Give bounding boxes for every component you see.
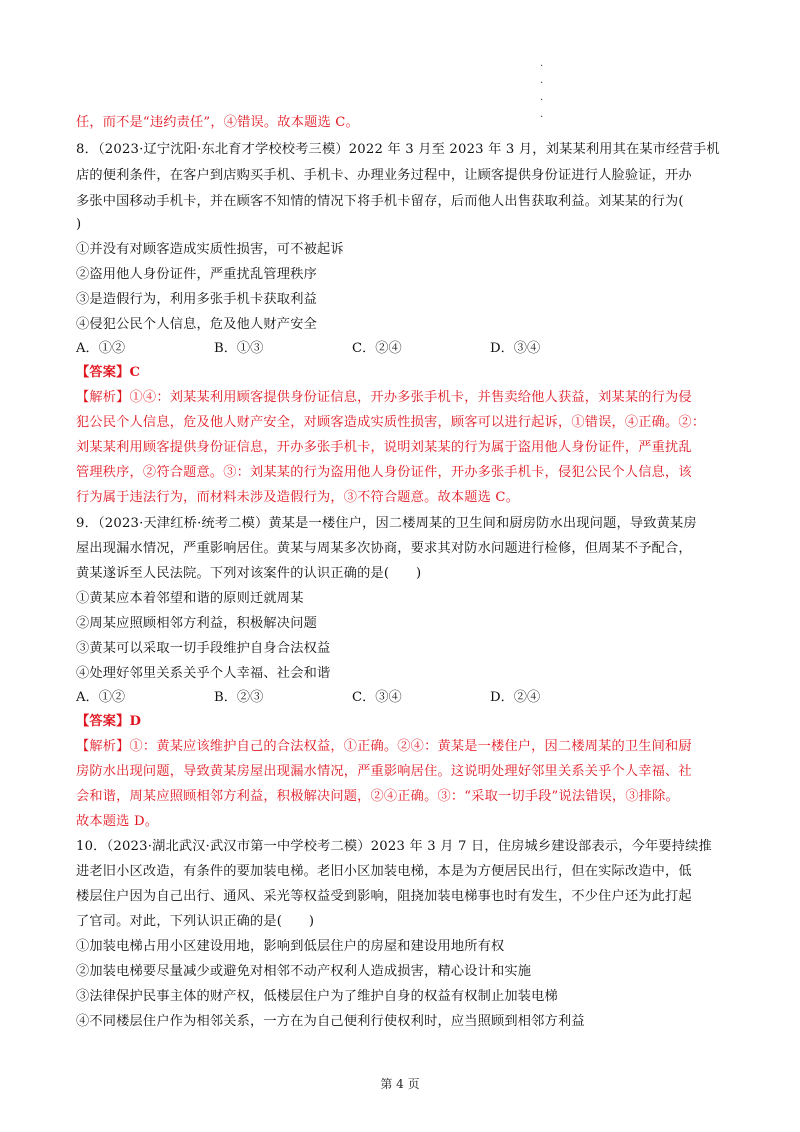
question-10-line: 10．（2023·湖北武汉·武汉市第一中学校考二模）2023 年 3 月 7 日，住房城乡建设部表示，今年要持续推 bbox=[76, 839, 712, 854]
option-c: C．③④ bbox=[352, 690, 402, 705]
question-9-line: 黄某遂诉至人民法院。下列对该案件的认识正确的是( ) bbox=[76, 566, 422, 581]
option-a: A．①② bbox=[76, 690, 126, 705]
page-number: 第 4 页 bbox=[380, 1077, 420, 1091]
question-9-analysis-line: 故本题选 D。 bbox=[76, 814, 159, 829]
question-9-item: ③黄某可以采取一切手段维护自身合法权益 bbox=[76, 641, 331, 656]
option-a: A．①② bbox=[76, 341, 126, 356]
question-10-line: 了官司。对此，下列认识正确的是( ) bbox=[76, 914, 315, 929]
previous-analysis-tail: 任，而不是“违约责任”，④错误。故本题选 C。 bbox=[76, 115, 359, 130]
question-8-line: 多张中国移动手机卡，并在顾客不知情的情况下将手机卡留存，后而他人出售获取利益。刘某某的行为( bbox=[76, 194, 684, 209]
question-9-analysis-line: 会和谐，周某应照顾相邻方利益，积极解决问题，②④正确。③：“采取一切手段”说法错误，③排除。 bbox=[76, 789, 679, 804]
question-10-item: ③法律保护民事主体的财产权，低楼层住户为了维护自身的权益有权制止加装电梯 bbox=[76, 989, 558, 1004]
question-10-line: 进老旧小区改造，有条件的要加装电梯。老旧小区加装电梯，本是为方便居民出行，但在实际改造中，低 bbox=[76, 864, 692, 879]
question-10-item: ①加装电梯占用小区建设用地，影响到低层住户的房屋和建设用地所有权 bbox=[76, 939, 505, 954]
question-8-answer: 【答案】C bbox=[76, 365, 141, 380]
question-9-item: ②周某应照顾相邻方利益，积极解决问题 bbox=[76, 616, 317, 631]
question-8-analysis-line: 行为属于违法行为，而材料未涉及造假行为，③不符合题意。故本题选 C。 bbox=[76, 490, 520, 505]
question-9-analysis-line: 房防水出现问题，导致黄某房屋出现漏水情况，严重影响居住。这说明处理好邻里关系关乎个人幸福、社 bbox=[76, 764, 692, 779]
question-9-item: ①黄某应本着邻望和谐的原则迁就周某 bbox=[76, 591, 304, 606]
dot: · bbox=[540, 78, 544, 89]
question-9-analysis-line: 【解析】①：黄某应该维护自己的合法权益，①正确。②④：黄某是一楼住户，因二楼周某的卫生间和厨 bbox=[76, 739, 692, 754]
question-9-item: ④处理好邻里关系关乎个人幸福、社会和谐 bbox=[76, 666, 331, 681]
question-8-item: ③是造假行为，利用多张手机卡获取利益 bbox=[76, 292, 317, 307]
dot: · bbox=[540, 112, 544, 123]
option-d: D．②④ bbox=[490, 690, 541, 705]
question-8-item: ②盗用他人身份证件，严重扰乱管理秩序 bbox=[76, 267, 317, 282]
option-b: B．②③ bbox=[214, 690, 264, 705]
dot: · bbox=[540, 61, 544, 72]
question-8-analysis-line: 犯公民个人信息，危及他人财产安全，对顾客造成实质性损害，顾客可以进行起诉，①错误，④正确。②： bbox=[76, 415, 706, 430]
option-b: B．①③ bbox=[214, 341, 264, 356]
question-8-item: ①并没有对顾客造成实质性损害，可不被起诉 bbox=[76, 242, 344, 257]
question-8-line: 8．（2023·辽宁沈阳·东北育才学校校考三模）2022 年 3 月至 2023 年 3 月，刘某某利用其在某市经营手机 bbox=[76, 142, 720, 157]
option-c: C．②④ bbox=[352, 341, 402, 356]
question-9-answer: 【答案】D bbox=[76, 714, 142, 729]
question-8-analysis-line: 【解析】①④：刘某某利用顾客提供身份证信息，开办多张手机卡，并售卖给他人获益，刘某某的行为侵 bbox=[76, 390, 692, 405]
question-8-line: ) bbox=[76, 217, 82, 232]
question-8-line: 店的便利条件，在客户到店购买手机、手机卡、办理业务过程中，让顾客提供身份证进行人脸验证，开办 bbox=[76, 168, 692, 183]
question-9-line: 9．（2023·天津红桥·统考二模）黄某是一楼住户，因二楼周某的卫生间和厨房防水出现问题，导致黄某房 bbox=[76, 516, 697, 531]
option-d: D．③④ bbox=[490, 341, 541, 356]
dot: · bbox=[540, 95, 544, 106]
question-10-item: ②加装电梯要尽量减少或避免对相邻不动产权利人造成损害，精心设计和实施 bbox=[76, 964, 532, 979]
question-8-analysis-line: 刘某某利用顾客提供身份证信息，开办多张手机卡，说明刘某某的行为属于盗用他人身份证件，严重扰乱 bbox=[76, 440, 692, 455]
question-9-line: 屋出现漏水情况，严重影响居住。黄某与周某多次协商，要求其对防水问题进行检修，但周某不予配合， bbox=[76, 541, 692, 556]
question-10-line: 楼层住户因为自己出行、通风、采光等权益受到影响，阻挠加装电梯事也时有发生，不少住户还为此打起 bbox=[76, 889, 692, 904]
question-8-analysis-line: 管理秩序，②符合题意。③：刘某某的行为盗用他人身份证件，开办多张手机卡，侵犯公民个人信息，该 bbox=[76, 465, 692, 480]
question-10-item: ④不同楼层住户作为相邻关系，一方在为自己便利行使权利时，应当照顾到相邻方利益 bbox=[76, 1014, 585, 1029]
question-8-item: ④侵犯公民个人信息，危及他人财产安全 bbox=[76, 317, 317, 332]
header-dots bbox=[540, 58, 548, 126]
